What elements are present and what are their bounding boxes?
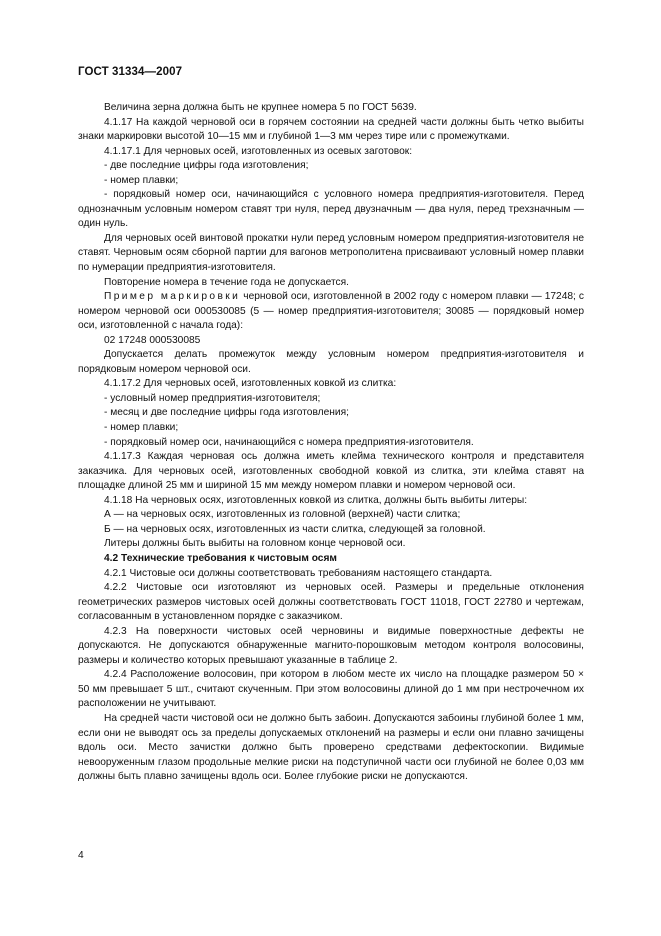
list-item-melt-number: - номер плавки;	[104, 174, 179, 186]
document-code-header: ГОСТ 31334—2007	[78, 66, 183, 78]
page-number: 4	[78, 850, 84, 861]
paragraph-4-2-4: 4.2.4 Расположение волосовин, при котором в любом месте их число на площадке размером 50 × 50 мм превышает 5 шт., считают скученным. При этом волосовины длиной до 1 мм при нестрочечном их расположении не учитывают.	[78, 669, 584, 710]
paragraph-4-2-2: 4.2.2 Чистовые оси изготовляют из черновых осей. Размеры и предельные отклонения геометрических размеров чистовых осей должны соответствовать ГОСТ 11018, ГОСТ 22780 и чертежам, согласованным в установленном порядке с заказчиком.	[78, 582, 584, 623]
list-item-enterprise-number: - условный номер предприятия-изготовителя;	[104, 392, 321, 404]
paragraph-no-repeat: Повторение номера в течение года не допускается.	[104, 276, 349, 288]
marking-example-code: 02 17248 000530085	[104, 334, 201, 346]
section-heading-4-2: 4.2 Технические требования к чистовым осям	[104, 552, 337, 564]
paragraph-gap-allowed: Допускается делать промежуток между условным номером предприятия-изготовителя и порядковым номером черновой оси.	[78, 349, 584, 375]
list-item-axle-serial: - порядковый номер оси, начинающийся с условного номера предприятия-изготовителя. Перед однозначным условным номером ставят три нуля, перед двузначным — два нуля, перед трехзначным — один нуль.	[78, 189, 584, 230]
paragraph-dents: На средней части чистовой оси не должно быть забоин. Допускаются забоины глубиной более 1 мм, если они не выводят ось за пределы допускаемых отклонений на размеры и если они плавно зачищены вдоль оси. Место зачистки должно быть проверено средствами дефектоскопии. Видимые невооруженным глазом продольные мелкие риски на подступичной части оси глубиной не более 0,03 мм должны быть плавно зачищены вдоль оси. Более глубокие риски не допускаются.	[78, 712, 584, 783]
paragraph-4-1-17-1: 4.1.17.1 Для черновых осей, изготовленных из осевых заготовок:	[104, 145, 413, 157]
list-item-month-year: - месяц и две последние цифры года изготовления;	[104, 407, 349, 419]
paragraph-letters-location: Литеры должны быть выбиты на головном конце черновой оси.	[104, 538, 406, 550]
list-item-year-digits: - две последние цифры года изготовления;	[104, 160, 309, 172]
paragraph-4-1-18: 4.1.18 На черновых осях, изготовленных ковкой из слитка, должны быть выбиты литеры:	[104, 494, 528, 506]
list-item-letter-b: Б — на черновых осях, изготовленных из части слитка, следующей за головной.	[104, 523, 486, 535]
paragraph-grain-size: Величина зерна должна быть не крупнее номера 5 по ГОСТ 5639.	[104, 102, 417, 113]
paragraph-screw-rolling: Для черновых осей винтовой прокатки нули перед условным номером предприятия-изготовителя не ставят. Черновым осям сборной партии для вагонов метрополитена присваивают условный номер плавки по нумерации предприятия-изготовителя.	[78, 232, 584, 274]
paragraph-4-1-17-2: 4.1.17.2 Для черновых осей, изготовленных ковкой из слитка:	[104, 378, 397, 390]
paragraph-marking-example	[78, 290, 584, 334]
document-body	[78, 101, 584, 785]
list-item-letter-a: А — на черновых осях, изготовленных из головной (верхней) части слитка;	[104, 509, 461, 521]
example-label: Пример маркировки	[104, 291, 241, 303]
paragraph-4-1-17: 4.1.17 На каждой черновой оси в горячем состоянии на средней части должны быть четко выбиты знаки маркировки высотой 10—15 мм и глубиной 1—3 мм через тире или с промежутками.	[78, 116, 584, 143]
paragraph-4-2-3: 4.2.3 На поверхности чистовых осей черновины и видимые поверхностные дефекты не допускаются. Не допускаются обнаруженные магнито-порошковым методом контроля волосовины, размеры и количество которых превышают указанные в таблице 2.	[78, 625, 584, 666]
list-item-axle-serial-2: - порядковый номер оси, начинающийся с номера предприятия-изготовителя.	[104, 436, 474, 448]
paragraph-4-1-17-3: 4.1.17.3 Каждая черновая ось должна иметь клейма технического контроля и представителя заказчика. Для черновых осей, изготовленных свободной ковкой из слитка, эти клейма ставят на площадке длиной 25 мм и шириной 15 мм между номером плавки и номером черновой оси.	[78, 451, 584, 492]
example-text: черновой оси, изготовленной в 2002 году с номером плавки — 17248; с номером черновой оси 000530085 (5 — номер предприятия-изготовителя; 30085 — порядковый номер оси, изготовленной с начала года):	[78, 291, 584, 332]
paragraph-4-2-1: 4.2.1 Чистовые оси должны соответствовать требованиям настоящего стандарта.	[104, 567, 493, 579]
list-item-melt-number-2: - номер плавки;	[104, 422, 179, 434]
